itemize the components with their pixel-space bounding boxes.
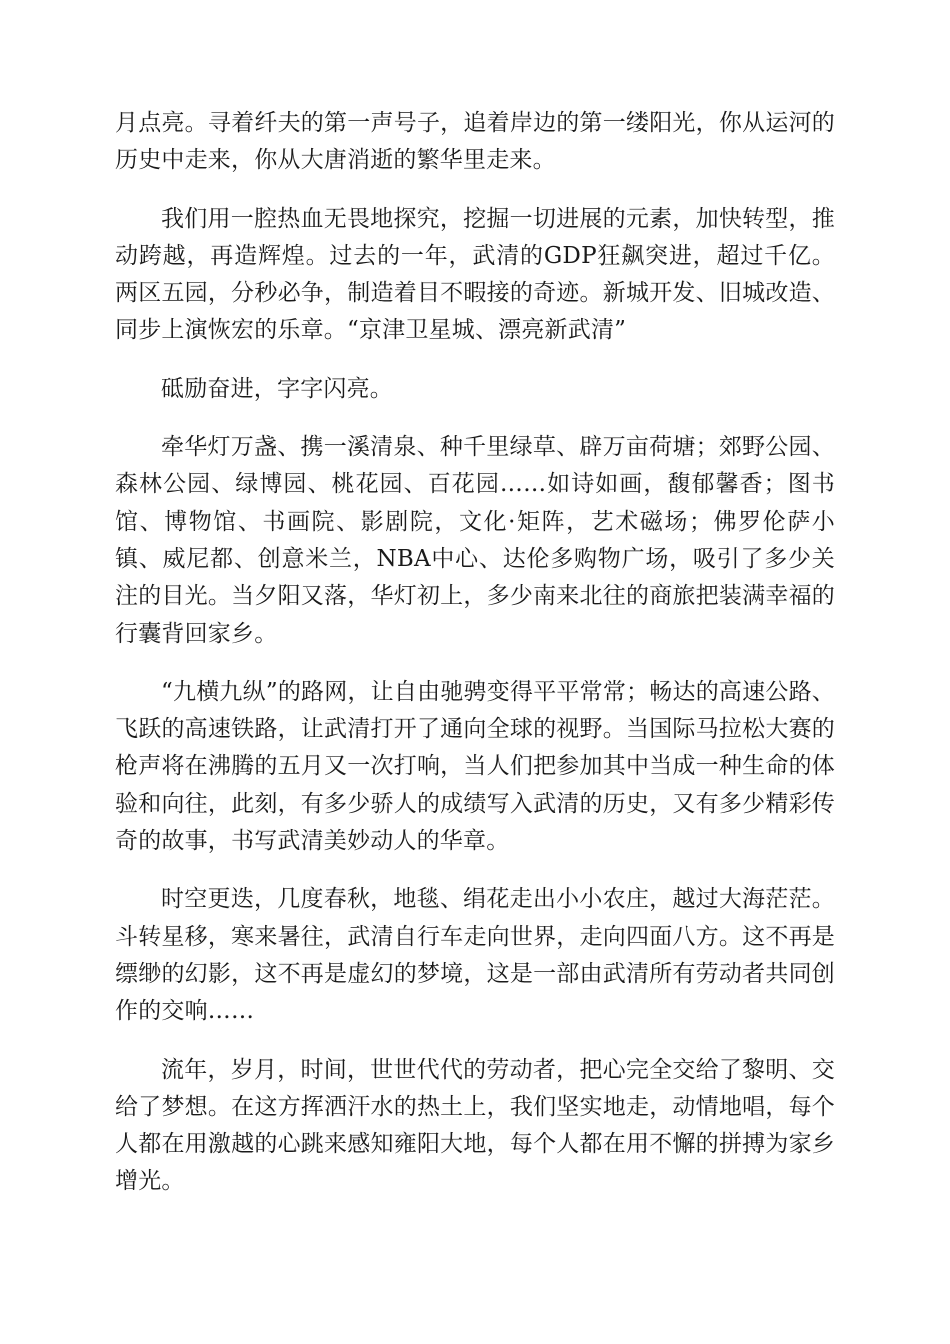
paragraph-4: 牵华灯万盏、携一溪清泉、种千里绿草、辟万亩荷塘；郊野公园、森林公园、绿博园、桃花园、百花园……如诗如画，馥郁馨香；图书馆、博物馆、书画院、影剧院，文化·矩阵，艺术磁场；佛罗伦萨小镇、威尼都、创意米兰，NBA中心、达伦多购物广场，吸引了多少关注的目光。当夕阳又落，华灯初上，多少南来北往的商旅把装满幸福的行囊背回家乡。 xyxy=(115,434,835,647)
paragraph-6: 时空更迭，几度春秋，地毯、绢花走出小小农庄，越过大海茫茫。斗转星移，寒来暑往，武清自行车走向世界，走向四面八方。这不再是缥缈的幻影，这不再是虚幻的梦境，这是一部由武清所有劳动者共同创作的交响…… xyxy=(115,886,835,1025)
paragraph-3: 砥励奋进，字字闪亮。 xyxy=(161,375,393,402)
paragraph-5: “九横九纵”的路网，让自由驰骋变得平平常常；畅达的高速公路、飞跃的高速铁路，让武清打开了通向全球的视野。当国际马拉松大赛的枪声将在沸腾的五月又一次打响，当人们把参加其中当成一种生命的体验和向往，此刻，有多少骄人的成绩写入武清的历史，又有多少精彩传奇的故事，书写武清美妙动人的华章。 xyxy=(115,678,835,855)
paragraph-2: 我们用一腔热血无畏地探究，挖掘一切进展的元素，加快转型，推动跨越，再造辉煌。过去的一年，武清的GDP狂飙突进，超过千亿。两区五园，分秒必争，制造着目不暇接的奇迹。新城开发、旧城改造、同步上演恢宏的乐章。“京津卫星城、漂亮新武清” xyxy=(115,205,835,344)
paragraph-7: 流年，岁月，时间，世世代代的劳动者，把心完全交给了黎明、交给了梦想。在这方挥洒汗水的热土上，我们坚实地走，动情地唱，每个人都在用激越的心跳来感知雍阳大地，每个人都在用不懈的拼搏为家乡增光。 xyxy=(115,1056,835,1195)
paragraph-1: 月点亮。寻着纤夫的第一声号子，追着岸边的第一缕阳光，你从运河的历史中走来，你从大唐消逝的繁华里走来。 xyxy=(115,110,835,174)
document-body xyxy=(115,105,835,1222)
